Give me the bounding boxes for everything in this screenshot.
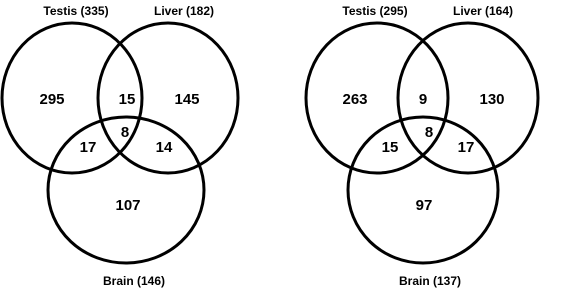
region-brain-only: 97 [415,197,433,214]
region-all-three: 8 [424,124,434,141]
region-liver-brain: 14 [155,139,173,156]
venn-diagram-left [2,4,238,288]
testis-label: Testis (295) [342,4,408,18]
region-liver-only: 130 [479,91,505,108]
liver-label: Liver (182) [153,4,215,18]
testis-label: Testis (335) [43,4,109,18]
region-liver-brain: 17 [457,139,475,156]
region-brain-only: 107 [115,197,141,214]
brain-label: Brain (137) [398,274,462,288]
region-all-three: 8 [120,124,130,141]
region-testis-brain: 15 [381,139,399,156]
region-testis-liver: 15 [118,91,136,108]
region-testis-only: 263 [342,91,368,108]
brain-circle [348,117,498,263]
region-testis-brain: 17 [79,139,97,156]
region-testis-liver: 9 [418,91,428,108]
liver-label: Liver (164) [452,4,514,18]
venn-diagram-right [306,4,538,288]
region-liver-only: 145 [174,91,200,108]
region-testis-only: 295 [39,91,65,108]
brain-label: Brain (146) [102,274,166,288]
